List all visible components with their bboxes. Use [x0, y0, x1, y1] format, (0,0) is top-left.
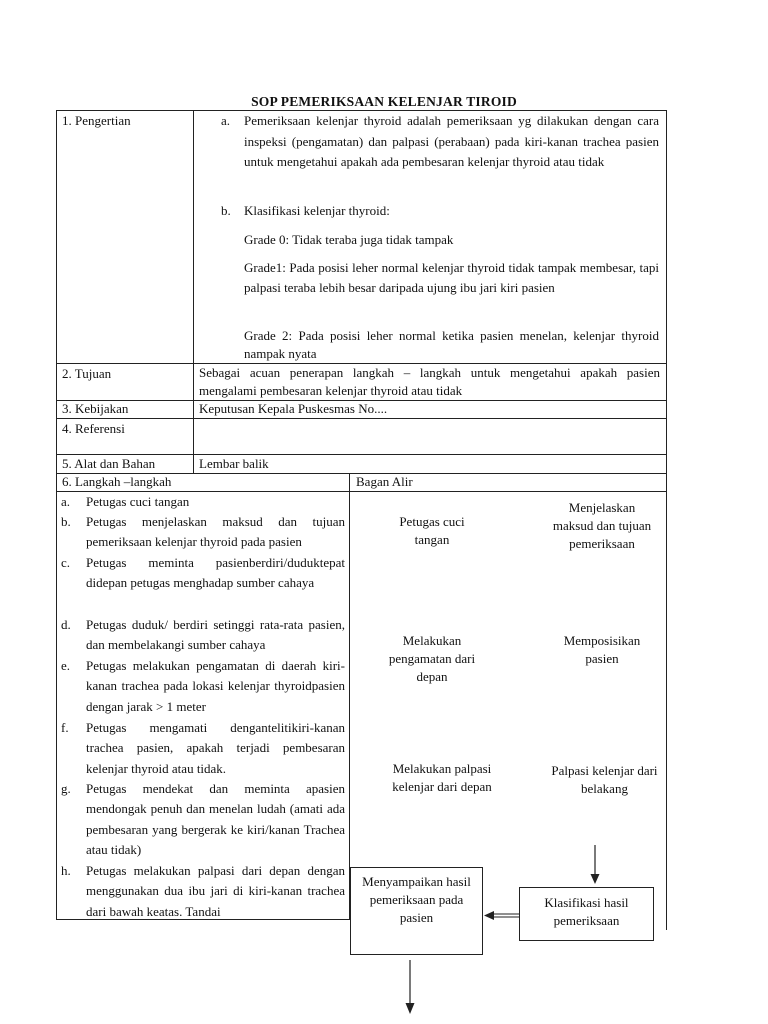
table-border-right: [666, 110, 667, 930]
flow-node-menyampaikan: Menyampaikan hasil pemeriksaan pada pasien: [362, 874, 471, 925]
step-marker: a.: [61, 494, 71, 509]
table-border-bottom-left: [56, 919, 350, 920]
pengertian-b-marker: b.: [221, 203, 231, 218]
flow-node-cuci-tangan: Petugas cuci tangan: [399, 514, 465, 547]
grade-2-text: Grade 2: Pada posisi leher normal ketika pasien menelan, kelenjar thyroid nampak nyata: [244, 328, 659, 361]
flow-box-menyampaikan: [350, 867, 483, 955]
arrow-down-from-menyampaikan: [406, 960, 415, 1014]
alat-text: Lembar balik: [199, 456, 269, 471]
flow-node-menjelaskan: Menjelaskan maksud dan tujuan pemeriksaan: [552, 500, 652, 551]
table-col-divider: [193, 110, 194, 474]
bagan-alir-header: Bagan Alir: [356, 474, 413, 489]
flow-node-pengamatan: Melakukan pengamatan dari depan: [388, 633, 476, 684]
row-label-referensi: 4. Referensi: [62, 421, 125, 436]
flow-node-palpasi-belakang: Palpasi kelenjar dari belakang: [551, 763, 658, 796]
step-text: Petugas melakukan palpasi dari depan dengan menggunakan dua ibu jari di kiri-kanan trachea dari bawah keatas. Tandai: [86, 863, 345, 919]
arrow-left-to-menyampaikan: [484, 911, 519, 920]
arrow-down-to-klasifikasi: [591, 845, 600, 884]
table-border-left: [56, 110, 57, 920]
row-label-tujuan: 2. Tujuan: [62, 366, 112, 381]
step-f: [61, 718, 345, 779]
step-b: [61, 512, 345, 553]
step-text: Petugas meminta pasienberdiri/duduktepat didepan petugas menghadap sumber cahaya: [86, 555, 345, 591]
pengertian-b-text: Klasifikasi kelenjar thyroid:: [244, 203, 390, 218]
kebijakan-text: Keputusan Kepala Puskesmas No....: [199, 401, 388, 416]
step-marker: c.: [61, 555, 71, 570]
document-title: SOP PEMERIKSAAN KELENJAR TIROID: [251, 94, 517, 109]
flow-node-palpasi-depan: Melakukan palpasi kelenjar dari depan: [392, 761, 492, 794]
step-marker: b.: [61, 514, 71, 529]
pengertian-a-text: Pemeriksaan kelenjar thyroid adalah pemeriksaan yg dilakukan dengan cara inspeksi (pengamatan) dan palpasi (perabaan) pada kiri-kanan trachea pasien untuk mengetahui apakah ada pembesaran kelenjar thyroid atau tidak: [244, 113, 659, 170]
grade-1-text: Grade1: Pada posisi leher normal kelenjar thyroid tidak tampak membesar, tapi palpasi teraba lebih besar daripada ujung ibu jari kiri pasien: [244, 260, 659, 296]
step-c: [61, 553, 345, 614]
flow-node-klasifikasi: Klasifikasi hasil pemeriksaan: [544, 895, 629, 928]
step-text: Petugas mendekat dan meminta apasien mendongak penuh dan menelan ludah (amati ada pembesaran yang bergerak ke kiri/kanan Trachea atau tidak): [86, 781, 345, 857]
step-text: Petugas duduk/ berdiri setinggi rata-rata pasien, dan membelakangi sumber cahaya: [86, 617, 345, 653]
row-label-langkah: 6. Langkah –langkah: [62, 474, 172, 489]
step-marker: f.: [61, 720, 69, 735]
step-g: [61, 779, 345, 860]
step-marker: g.: [61, 781, 71, 796]
row-label-kebijakan: 3. Kebijakan: [62, 401, 129, 416]
table-row-divider: [56, 418, 667, 419]
tujuan-text: Sebagai acuan penerapan langkah – langkah untuk mengetahui apakah pasien mengalami pembesaran kelenjar thyroid atau tidak: [199, 365, 660, 398]
grade-0-text: Grade 0: Tidak teraba juga tidak tampak: [244, 232, 454, 247]
step-e: [61, 656, 345, 717]
step-h: [61, 861, 345, 919]
step-d: [61, 615, 345, 656]
pengertian-a-marker: a.: [221, 113, 231, 128]
row-label-pengertian: 1. Pengertian: [62, 113, 131, 128]
step-text: Petugas cuci tangan: [86, 494, 190, 509]
step-text: Petugas melakukan pengamatan di daerah kiri-kanan trachea pada lokasi kelenjar thyroidpasien dengan jarak > 1 meter: [86, 658, 345, 714]
step-marker: d.: [61, 617, 71, 632]
flow-node-memposisikan: Memposisikan pasien: [563, 633, 641, 666]
step-a: [61, 492, 345, 512]
step-marker: e.: [61, 658, 71, 673]
step-text: Petugas mengamati dengantelitikiri-kanan trachea pasien, apakah terjadi pembesaran kelenjar thyroid atau tidak.: [86, 720, 345, 776]
step-marker: h.: [61, 863, 71, 878]
flow-box-klasifikasi: [519, 887, 654, 941]
step-text: Petugas menjelaskan maksud dan tujuan pemeriksaan kelenjar thyroid pada pasien: [86, 514, 345, 550]
row-label-alat: 5. Alat dan Bahan: [62, 456, 156, 471]
table-col-divider: [349, 473, 350, 920]
